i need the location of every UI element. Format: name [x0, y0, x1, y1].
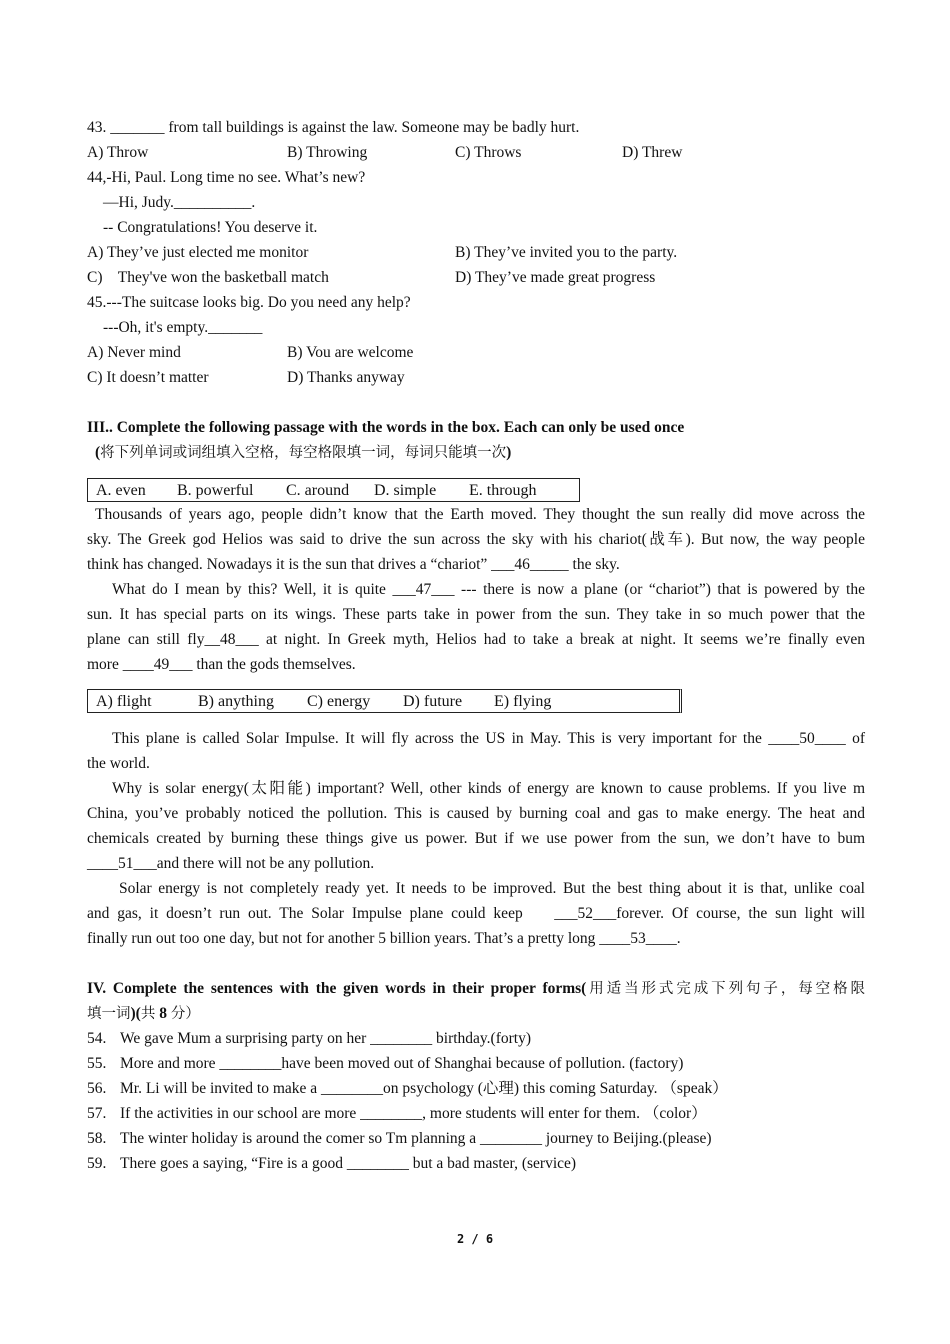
section4-title-unit: 分）	[170, 1006, 200, 1022]
section4-items	[87, 1026, 865, 1176]
p5-line: Solar energy is not completely ready yet. It needs to be improved. But the best thing about it is that, unlike coal	[119, 880, 865, 897]
word-box-1	[87, 478, 580, 502]
q44-option-a: A) They’ve just elected me monitor	[87, 244, 309, 261]
p2-line: sun. It has special parts on its wings. These parts take in power from the sun. They take in so much power that the	[87, 606, 865, 623]
list-item	[87, 1051, 865, 1076]
section4-title	[87, 976, 865, 1001]
p2-line: What do I mean by this? Well, it is quite ___47___ --- there is now a plane (or “chariot”) that is powered by the	[112, 581, 865, 598]
word-box-2-item-c: C) energy	[307, 693, 371, 710]
subtitle-paren-close: )	[506, 444, 512, 461]
q45-line2: ---Oh, it's empty._______	[103, 319, 263, 336]
q44-options-row1	[87, 240, 865, 265]
p4-line: chemicals created by burning these things give us power. But if we use power from the sun, we don’t have to bum	[87, 830, 865, 847]
q45-stem: 45.---The suitcase looks big. Do you need any help?	[87, 294, 411, 311]
section4-title-cn2: 填一词	[87, 1006, 131, 1022]
q43-option-a: A) Throw	[87, 144, 149, 161]
word-box-2	[87, 689, 682, 713]
subtitle-paren-open: (	[95, 444, 101, 461]
q43-options	[87, 140, 865, 165]
q43-option-c: C) Throws	[455, 144, 522, 161]
passage-paragraph-2	[87, 577, 865, 677]
list-item	[87, 1126, 865, 1151]
list-item	[87, 1076, 865, 1101]
list-item	[87, 1151, 865, 1176]
list-item	[87, 1026, 865, 1051]
section3-title: III.. Complete the following passage with the words in the box. Each can only be used once	[87, 419, 685, 436]
word-box-1-item-b: B. powerful	[177, 482, 254, 499]
q44-options-row2	[87, 265, 865, 290]
passage-paragraph-1	[87, 502, 865, 577]
q44-stem: 44,-Hi, Paul. Long time no see. What’s new?	[87, 169, 366, 186]
section4-title-points: 8	[155, 1005, 171, 1022]
passage-paragraph-3	[87, 726, 865, 776]
p4-line: ____51___and there will not be any pollution.	[87, 855, 375, 872]
word-box-2-item-b: B) anything	[198, 693, 274, 710]
p3-line: the world.	[87, 755, 150, 772]
page-number: 2 / 6	[456, 1232, 494, 1246]
p1-line: Thousands of years ago, people didn’t know that the Earth moved. They thought the sun really did move across the	[95, 506, 865, 523]
item-number: 55.	[87, 1055, 107, 1072]
p3-line: This plane is called Solar Impulse. It will fly across the US in May. This is very important for the ____50____ of	[112, 730, 865, 747]
q44-option-c: C) They've won the basketball match	[87, 269, 329, 286]
item-text: There goes a saying, “Fire is a good ________ but a bad master, (service)	[120, 1155, 577, 1172]
word-box-2-item-a: A) flight	[96, 693, 152, 710]
word-box-1-item-e: E. through	[469, 482, 537, 499]
q43-option-d: D) Threw	[622, 144, 683, 161]
p2-line: plane can still fly__48___ at night. In Greek myth, Helios had to take a break at night. It seems we’re finally even	[87, 631, 865, 648]
section4-title-cont	[87, 1001, 865, 1026]
q45-option-a: A) Never mind	[87, 344, 181, 361]
item-number: 59.	[87, 1155, 107, 1172]
q45-option-d: D) Thanks anyway	[287, 369, 405, 386]
section4-title-en: IV. Complete the sentences with the given words in their proper forms(	[87, 980, 587, 997]
p5-line: finally run out too one day, but not for another 5 billion years. That’s a pretty long ____53____.	[87, 930, 681, 947]
word-box-1-item-c: C. around	[286, 482, 350, 499]
p5-line: and gas, it doesn’t run out. The Solar Impulse plane could keep ___52___forever. Of course, the sun light will	[87, 905, 865, 922]
item-text: The winter holiday is around the comer so Tm planning a ________ journey to Beijing.(please)	[120, 1130, 712, 1147]
word-box-2-item-e: E) flying	[494, 693, 552, 710]
item-text: We gave Mum a surprising party on her ________ birthday.(forty)	[120, 1030, 531, 1047]
list-item	[87, 1101, 865, 1126]
q45-options-row2	[87, 365, 865, 390]
section4-title-total: 共	[140, 1006, 156, 1022]
section3-subtitle-cn: 将下列单词或词组填入空格，每空格限填一词，每词只能填一次	[100, 445, 507, 461]
q44-line2: —Hi, Judy.__________.	[103, 194, 256, 211]
section3-subtitle	[87, 440, 865, 465]
q45-options-row1	[87, 340, 865, 365]
q44-option-d: D) They’ve made great progress	[455, 269, 656, 286]
q43-stem: 43. _______ from tall buildings is against the law. Someone may be badly hurt.	[87, 119, 580, 136]
p4-line: Why is solar energy(太阳能) important? Well, other kinds of energy are known to cause problems. If you live m	[112, 780, 865, 797]
word-box-1-item-a: A. even	[96, 482, 146, 499]
q44-option-b: B) They’ve invited you to the party.	[455, 244, 678, 261]
item-number: 56.	[87, 1080, 107, 1097]
document-page	[87, 115, 865, 1176]
p1-line: think has changed. Nowadays it is the sun that drives a “chariot” ___46_____ the sky.	[87, 556, 620, 573]
q45-option-b: B) Vou are welcome	[287, 344, 414, 361]
passage-paragraph-5	[87, 876, 865, 951]
p4-line: China, you’ve probably noticed the pollution. This is caused by burning coal and gas to make energy. The heat and	[87, 805, 865, 822]
word-box-2-item-d: D) future	[403, 693, 463, 710]
item-number: 57.	[87, 1105, 107, 1122]
q43-option-b: B) Throwing	[287, 144, 368, 161]
item-text: More and more ________have been moved out of Shanghai because of pollution. (factory)	[120, 1055, 684, 1072]
item-text: If the activities in our school are more ________, more students will enter for them. （color）	[120, 1105, 707, 1122]
item-number: 58.	[87, 1130, 107, 1147]
q45-option-c: C) It doesn’t matter	[87, 369, 209, 386]
p1-line: sky. The Greek god Helios was said to drive the sun across the sky with his chariot(战车). But now, the way people	[87, 531, 865, 548]
word-box-1-item-d: D. simple	[374, 482, 437, 499]
q44-line3: -- Congratulations! You deserve it.	[103, 219, 318, 236]
passage-paragraph-4	[87, 776, 865, 876]
item-number: 54.	[87, 1030, 107, 1047]
p2-line: more ____49___ than the gods themselves.	[87, 656, 356, 673]
section4-title-cn: 用适当形式完成下列句子，每空格限	[586, 981, 865, 997]
section4-title-paren: )(	[130, 1005, 141, 1022]
item-text: Mr. Li will be invited to make a ________on psychology (心理) this coming Saturday. （speak）	[120, 1080, 728, 1097]
